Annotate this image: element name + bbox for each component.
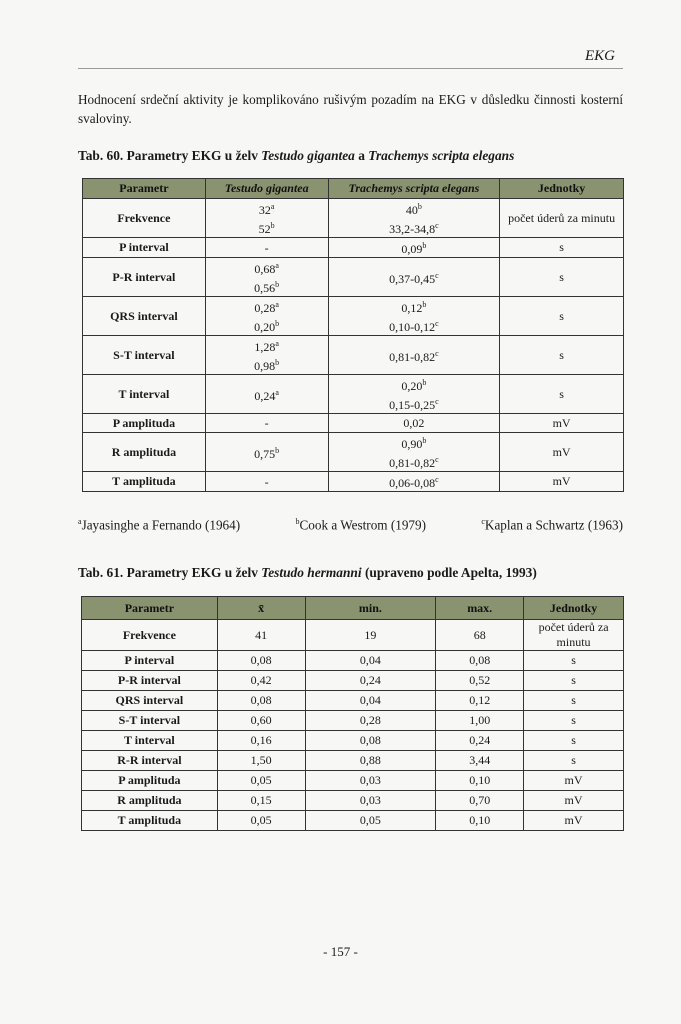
table-row [83, 414, 624, 433]
cell-value: 0,56 [254, 281, 276, 295]
unit-cell: počet úderů za minutu [500, 199, 624, 238]
value-cell: 0,05 [217, 771, 305, 791]
param-cell: T interval [82, 731, 218, 751]
footnote-mark: a [275, 261, 279, 270]
footnote-mark: c [435, 348, 439, 358]
param-cell: P-R interval [83, 258, 206, 297]
table-row [82, 751, 624, 771]
footnote-mark: c [435, 475, 439, 484]
footnote-mark: c [435, 221, 439, 230]
value-cell: 0,12 [436, 691, 524, 711]
footnote-mark: b [275, 358, 280, 367]
cell-value: 32 [258, 203, 271, 217]
cell-value: - [264, 240, 269, 255]
footnote-mark: b [275, 280, 280, 289]
param-cell: T interval [83, 375, 206, 414]
cell-value: 0,68 [254, 262, 276, 276]
table-row [83, 375, 624, 414]
table-row [83, 238, 624, 258]
param-cell: T amplituda [82, 811, 218, 831]
unit-cell: s [500, 297, 624, 336]
table-row [83, 199, 624, 238]
table-row [83, 258, 624, 297]
cell-value: 52 [258, 222, 271, 236]
table-row [83, 297, 624, 336]
param-cell: QRS interval [82, 691, 218, 711]
value-cell [328, 433, 500, 472]
unit-cell: mV [500, 433, 624, 472]
unit-cell: s [500, 375, 624, 414]
value-cell [205, 433, 328, 472]
cell-value: 0,02 [403, 416, 425, 430]
unit-cell: s [500, 336, 624, 375]
table-header-row [82, 597, 624, 620]
unit-cell: mV [500, 414, 624, 433]
footnote-mark: b [275, 319, 280, 328]
footnote-mark: a [275, 300, 279, 309]
cell-value: 1,28 [254, 340, 276, 354]
table-row [83, 433, 624, 472]
table-row [82, 691, 624, 711]
value-cell: počet úderů za minutu [524, 620, 624, 651]
param-cell: Frekvence [82, 620, 218, 651]
value-cell: 0,24 [305, 671, 436, 691]
footnote: $^c$Kaplan a Schwartz (1963) [481, 517, 623, 533]
header-cell: max. [436, 597, 524, 620]
param-cell: R amplituda [82, 791, 218, 811]
cell-value: 0,10-0,12 [389, 320, 436, 334]
unit-cell: mV [500, 472, 624, 492]
header-cell: Trachemys scripta elegans [328, 179, 500, 199]
value-cell: 0,70 [436, 791, 524, 811]
footnote-mark: c [435, 455, 439, 464]
value-cell: 0,10 [436, 771, 524, 791]
table-row [82, 651, 624, 671]
header-cell: Parametr [82, 597, 218, 620]
footnote-mark: c [435, 270, 439, 280]
value-cell [328, 199, 500, 238]
cell-value: 0,75 [254, 446, 276, 461]
value-cell: 0,04 [305, 651, 436, 671]
value-cell: 0,52 [436, 671, 524, 691]
param-cell: R amplituda [83, 433, 206, 472]
value-cell: 41 [217, 620, 305, 651]
footnote-mark: c [435, 319, 439, 328]
cell-value: 0,81-0,82 [389, 456, 436, 470]
value-cell: 0,08 [305, 731, 436, 751]
cell-value: 0,28 [254, 301, 276, 315]
value-cell: 0,16 [217, 731, 305, 751]
header-cell: Jednotky [500, 179, 624, 199]
footnote-mark: c [435, 397, 439, 406]
footnote-mark: b [422, 241, 427, 250]
footnote-mark: b [417, 202, 422, 211]
table-row [82, 731, 624, 751]
cell-value: - [264, 474, 269, 489]
table1-caption: Tab. 60. Parametry EKG u želv Testudo gigantea a Trachemys scripta elegans [78, 148, 515, 163]
footnote-mark: a [275, 339, 279, 348]
table-row [82, 671, 624, 691]
value-cell: 0,08 [436, 651, 524, 671]
value-cell: 0,24 [436, 731, 524, 751]
cell-value: 33,2-34,8 [389, 222, 436, 236]
cell-value: 0,09 [401, 242, 423, 256]
value-cell [205, 297, 328, 336]
unit-cell: s [500, 238, 624, 258]
param-cell: S-T interval [82, 711, 218, 731]
value-cell: mV [524, 771, 624, 791]
value-cell: 0,05 [217, 811, 305, 831]
page-number: - 157 - [323, 944, 358, 959]
value-cell [328, 336, 500, 375]
value-cell [205, 375, 328, 414]
footnote: $^b$Cook a Westrom (1979) [295, 517, 427, 533]
value-cell: s [524, 751, 624, 771]
value-cell [328, 375, 500, 414]
param-cell: P interval [82, 651, 218, 671]
param-cell: P amplituda [83, 414, 206, 433]
cell-value: 0,90 [401, 437, 423, 451]
cell-value: 40 [405, 203, 418, 217]
table-row [82, 711, 624, 731]
value-cell: 19 [305, 620, 436, 651]
param-cell: R-R interval [82, 751, 218, 771]
value-cell: 0,03 [305, 771, 436, 791]
value-cell [328, 238, 500, 258]
param-cell: S-T interval [83, 336, 206, 375]
running-header [78, 46, 623, 69]
cell-value: - [264, 416, 269, 430]
footnote-mark: b [275, 445, 280, 455]
cell-value: 0,24 [254, 388, 276, 403]
value-cell: s [524, 651, 624, 671]
value-cell [205, 336, 328, 375]
cell-value: 0,37-0,45 [389, 271, 436, 286]
value-cell: 1,00 [436, 711, 524, 731]
value-cell [205, 199, 328, 238]
header-cell: Parametr [83, 179, 206, 199]
cell-value: 0,98 [254, 359, 276, 373]
footnote-mark: b [422, 300, 427, 309]
value-cell [328, 258, 500, 297]
value-cell: 0,15 [217, 791, 305, 811]
footnote-mark: b [422, 378, 427, 387]
footnote-mark: b [270, 221, 275, 230]
table-61 [81, 596, 624, 831]
table-row [83, 336, 624, 375]
value-cell [205, 238, 328, 258]
value-cell: 0,88 [305, 751, 436, 771]
cell-value: 0,12 [401, 301, 423, 315]
value-cell: mV [524, 811, 624, 831]
table-row [82, 791, 624, 811]
header-cell: Testudo gigantea [205, 179, 328, 199]
value-cell: 0,08 [217, 691, 305, 711]
value-cell: 0,04 [305, 691, 436, 711]
cell-value: 0,20 [401, 379, 423, 393]
cell-value: 0,06-0,08 [389, 476, 436, 490]
value-cell: 68 [436, 620, 524, 651]
value-cell: mV [524, 791, 624, 811]
value-cell [205, 472, 328, 492]
cell-value: 0,20 [254, 320, 276, 334]
footnote: $^a$Jayasinghe a Fernando (1964) [78, 517, 241, 533]
table-row [82, 811, 624, 831]
value-cell [328, 414, 500, 433]
header-cell: min. [305, 597, 436, 620]
value-cell: 0,28 [305, 711, 436, 731]
table-row [82, 771, 624, 791]
param-cell: T amplituda [83, 472, 206, 492]
header-cell: x̄ [217, 597, 305, 620]
param-cell: P-R interval [82, 671, 218, 691]
table-row [83, 472, 624, 492]
footnote-mark: a [270, 202, 275, 211]
cell-value: 0,81-0,82 [389, 349, 436, 364]
table-row [82, 620, 624, 651]
header-cell: Jednotky [524, 597, 624, 620]
value-cell: 0,10 [436, 811, 524, 831]
footnote-mark: a [275, 387, 279, 397]
param-cell: P interval [83, 238, 206, 258]
param-cell: Frekvence [83, 199, 206, 238]
cell-value: 0,15-0,25 [389, 398, 436, 412]
value-cell: 0,03 [305, 791, 436, 811]
value-cell [205, 258, 328, 297]
intro-paragraph: Hodnocení srdeční aktivity je komplikováno rušivým pozadím na EKG v důsledku činnosti kosterní svaloviny. [78, 92, 623, 126]
value-cell: 0,42 [217, 671, 305, 691]
param-cell: P amplituda [82, 771, 218, 791]
value-cell [205, 414, 328, 433]
table-60 [82, 178, 624, 492]
table-header-row [83, 179, 624, 199]
value-cell [328, 472, 500, 492]
value-cell: 0,08 [217, 651, 305, 671]
value-cell: s [524, 711, 624, 731]
unit-cell: s [500, 258, 624, 297]
value-cell: s [524, 691, 624, 711]
footnote-mark: b [422, 436, 427, 445]
param-cell: QRS interval [83, 297, 206, 336]
value-cell: 0,05 [305, 811, 436, 831]
value-cell: s [524, 731, 624, 751]
table1-footnotes [78, 517, 623, 533]
value-cell: s [524, 671, 624, 691]
value-cell: 0,60 [217, 711, 305, 731]
running-header-title: EKG [585, 48, 615, 64]
value-cell [328, 297, 500, 336]
table2-caption: Tab. 61. Parametry EKG u želv Testudo hermanni (upraveno podle Apelta, 1993) [78, 565, 537, 580]
value-cell: 3,44 [436, 751, 524, 771]
value-cell: 1,50 [217, 751, 305, 771]
